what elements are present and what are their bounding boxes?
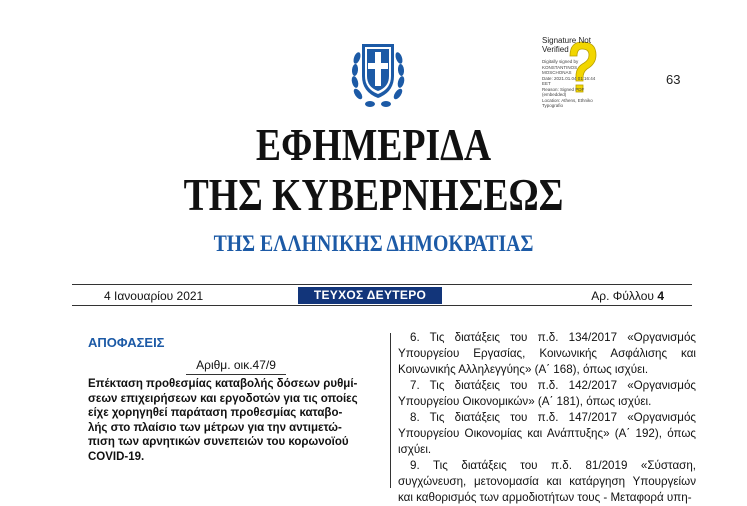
gazette-subtitle: ΤΗΣ ΕΛΛΗΝΙΚΗΣ ΔΗΜΟΚΡΑΤΙΑΣ — [213, 231, 534, 256]
left-column — [88, 334, 384, 465]
greek-emblem-icon — [350, 34, 406, 110]
signature-status: Signature Not — [542, 36, 591, 45]
signature-detail: (embedded) — [542, 92, 567, 97]
header-rule-bottom — [72, 305, 692, 306]
issue-date: 4 Ιανουαρίου 2021 — [104, 289, 204, 303]
gazette-title-line2: ΤΗΣ ΚΥΒΕΡΝΗΣΕΩΣ — [183, 169, 564, 220]
heading-line: σεων επιχειρήσεων και εργοδοτών για τις οποίες — [88, 392, 358, 405]
issue-badge: ΤΕΥΧΟΣ ΔΕΥΤΕΡΟ — [298, 287, 442, 304]
column-divider — [390, 333, 391, 488]
heading-line: Επέκταση προθεσμίας καταβολής δόσεων ρυθμί- — [88, 378, 358, 390]
decision-number-rule — [186, 374, 286, 375]
digital-signature-block — [540, 36, 638, 108]
heading-line: COVID-19. — [88, 450, 145, 463]
paragraph: 7. Τις διατάξεις του π.δ. 142/2017 «Οργανισμός Υπουργείου Οικονομικών» (Α΄ 181), όπως ισχύει. — [398, 379, 696, 408]
heading-line: είχε χορηγηθεί παράταση προθεσμίας καταβο- — [88, 407, 343, 420]
header-rule-top — [72, 284, 692, 285]
heading-line: πιση των αρνητικών συνεπειών του κορωνοϊού — [88, 436, 349, 449]
signature-detail: Date: 2021.01.04 01:16:44 — [542, 75, 596, 81]
sheet-value: 4 — [657, 289, 664, 303]
signature-detail: KONSTANTINOS — [542, 64, 578, 70]
signature-detail: Reason: Signed PDF — [542, 86, 585, 92]
signature-detail: MOSCHONAS — [542, 70, 572, 75]
signature-status-verified: Verified — [542, 45, 569, 54]
signature-detail: Location: Athens, Ethniko — [542, 97, 593, 103]
sheet-number — [548, 289, 664, 303]
signature-detail: Typografio — [542, 103, 564, 108]
paragraph: 6. Τις διατάξεις του π.δ. 134/2017 «Οργανισμός Υπουργείου Εργασίας, Κοινωνικής Ασφάλισης και Κοινωνικής Αλληλεγγύης» (Α΄ 168), όπως ισχύει. — [398, 331, 696, 376]
right-column — [398, 330, 696, 506]
sheet-label: Αρ. Φύλλου — [591, 289, 658, 303]
page-number: 63 — [666, 72, 681, 87]
paragraph: 9. Τις διατάξεις του π.δ. 81/2019 «Σύσταση, συγχώνευση, μετονομασία και κατάργηση Υπουργείων και καθορισμός των αρμοδιοτήτων τους - Μεταφορά υπη- — [398, 459, 696, 504]
signature-detail: EET — [542, 81, 551, 86]
signature-detail: Digitally signed by — [542, 59, 579, 64]
section-title: ΑΠΟΦΑΣΕΙΣ — [88, 335, 165, 350]
decision-heading — [88, 377, 384, 465]
heading-line: λής στο πλαίσιο των μέτρων για την αντιμετώ- — [88, 421, 342, 434]
decision-number: Αριθμ. οικ.47/9 — [196, 358, 276, 372]
gazette-title: ΕΦΗΜΕΡΙΔΑ — [255, 119, 492, 170]
paragraph: 8. Τις διατάξεις του π.δ. 147/2017 «Οργανισμός Υπουργείου Οικονομίας και Ανάπτυξης» (Α΄ 192), όπως ισχύει. — [398, 411, 696, 456]
